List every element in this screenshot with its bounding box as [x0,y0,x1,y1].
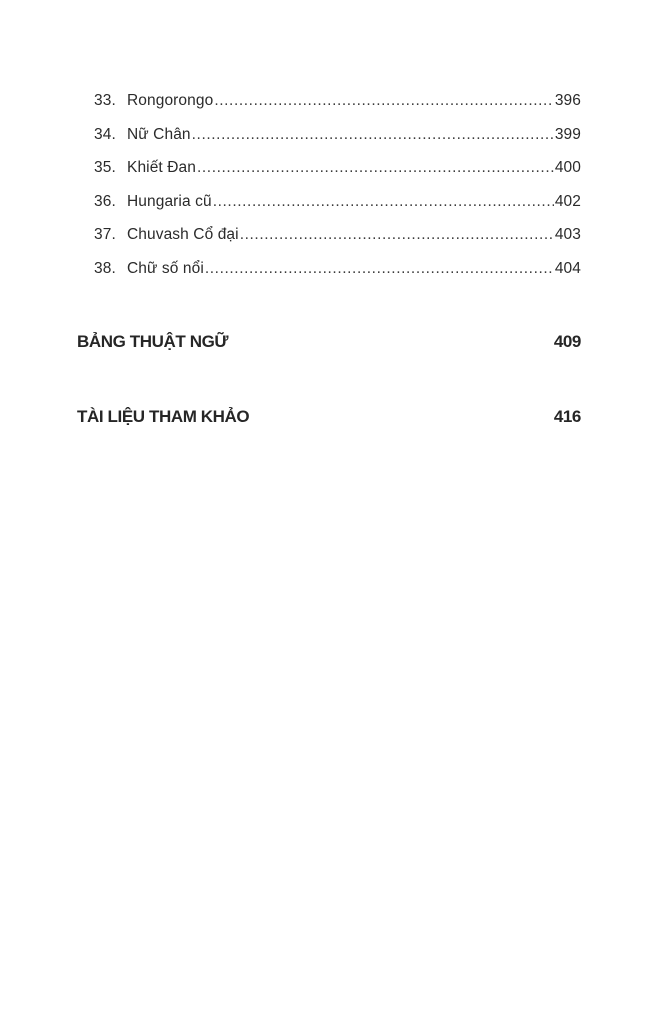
toc-entry-title: Nữ Chân [127,125,191,143]
toc-entry-number: 36. [94,192,116,210]
toc-entry-page: 396 [554,92,581,109]
dot-leader [192,126,554,144]
dot-leader [240,226,554,244]
toc-entry-page: 404 [554,259,581,277]
section-page: 416 [553,407,581,426]
section-title: BẢNG THUẬT NGỮ [77,332,229,351]
toc-entry-title: Hungaria cũ [127,192,212,210]
toc-entry-page: 399 [554,125,581,143]
toc-entry-title: Khiết Đan [127,159,196,177]
toc-entry-number: 37. [94,226,116,244]
toc-entry[interactable] [94,226,581,260]
toc-entry-page: 400 [554,159,581,177]
toc-entry[interactable] [94,126,581,160]
toc-section-glossary[interactable] [77,332,581,352]
toc-entry-number: 33. [94,92,116,109]
dot-leader [205,260,554,278]
dot-leader [197,159,554,177]
dot-leader [213,193,554,211]
toc-entry-number: 34. [94,125,116,143]
toc-entry-title: Chữ số nổi [127,259,204,277]
toc-entry-list [94,92,581,294]
toc-entry[interactable] [94,92,581,126]
toc-entry[interactable] [94,159,581,193]
section-title: TÀI LIỆU THAM KHẢO [77,407,250,426]
toc-entry[interactable] [94,193,581,227]
dot-leader [214,92,554,110]
section-page: 409 [553,332,581,351]
toc-section-references[interactable] [77,407,581,427]
toc-entry-title: Chuvash Cổ đại [127,226,239,244]
toc-entry-page: 403 [554,226,581,244]
toc-entry-page: 402 [554,192,581,210]
toc-entry-title: Rongorongo [127,92,214,109]
toc-entry-number: 35. [94,159,116,177]
toc-entry[interactable] [94,260,581,294]
toc-entry-number: 38. [94,259,116,277]
